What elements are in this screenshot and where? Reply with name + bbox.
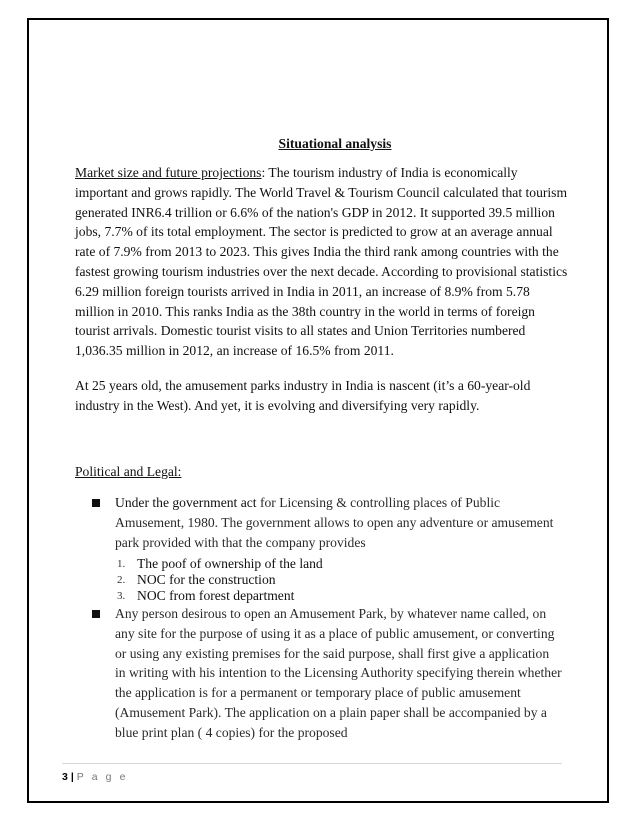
bullet-text: Any person desirous to open an Amusement Park, by whatever name called, on any site for the purpose of using it as a place of public amusement, or converting or using any existing premises for the said purpose, shall first give a application in writing with his intention to the Licensing Authority specifying therein whether the application is for a permanent or temporary place of public amusement (Amusement Park). The application on a plain paper shall be accompanied by a blue print plan ( 4 copies) for the proposed xyxy=(115,606,562,740)
square-bullet-icon xyxy=(92,499,100,507)
bullet-lead: Under the government act xyxy=(115,495,257,510)
page-footer xyxy=(62,771,128,783)
square-bullet-icon xyxy=(92,610,100,618)
page-title: Situational analysis xyxy=(278,136,392,151)
bullet-rest: for Licensing & controlling places of Public Amusement, 1980. The government allows to open any adventure or amusement park provided with that the company provides xyxy=(115,495,554,550)
list-text: NOC for the construction xyxy=(137,572,276,587)
market-text: : The tourism industry of India is economically important and grows rapidly. The World Travel & Tourism Council calculated that tourism generated INR6.4 trillion or 6.6% of the nation's GDP in 2012. It supported 39.5 million jobs, 7.7% of its total employment. The sector is predicted to grow at an average annual rate of 7.9% from 2013 to 2023. This gives India the third rank among countries with the fastest growing tourism industries over the next decade. According to provisional statistics 6.29 million foreign tourists arrived in India in 2011, an increase of 8.9% from 5.78 million in 2010. This ranks India as the 38th country in the world in terms of foreign tourist arrivals. Domestic tourist visits to all states and Union Territories numbered 1,036.35 million in 2012, an increase of 16.5% from 2011. xyxy=(75,165,568,359)
list-number: 1. xyxy=(117,558,126,570)
list-number: 3. xyxy=(117,590,126,602)
amusement-paragraph: At 25 years old, the amusement parks industry in India is nascent (it’s a 60-year-old industry in the West). And yet, it is evolving and diversifying very rapidly. xyxy=(75,378,531,413)
list-text: The poof of ownership of the land xyxy=(137,556,323,571)
footer-separator: | xyxy=(70,771,74,783)
bullet-text xyxy=(115,493,562,552)
list-text: NOC from forest department xyxy=(137,588,295,603)
bullet-application xyxy=(92,604,562,743)
footer-divider xyxy=(62,763,562,764)
market-label: Market size and future projections xyxy=(75,165,262,180)
list-number: 2. xyxy=(117,574,126,586)
page-number: 3 xyxy=(62,771,68,783)
page-label: P a g e xyxy=(76,771,129,783)
market-paragraph xyxy=(75,163,570,361)
bullet-government-act xyxy=(92,493,562,552)
political-heading: Political and Legal: xyxy=(75,464,182,479)
